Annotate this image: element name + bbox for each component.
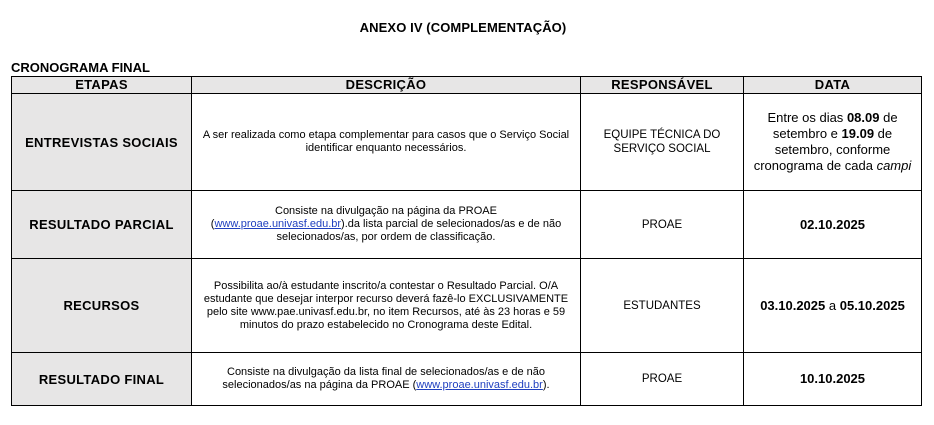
table-header-row — [12, 77, 922, 94]
data-date-end: 19.09 — [841, 126, 875, 141]
table-row — [12, 353, 922, 406]
descricao-cell: A ser realizada como etapa complementar para casos que o Serviço Social identificar enquanto necessários. — [192, 94, 581, 191]
document-title: ANEXO IV (COMPLEMENTAÇÃO) — [359, 20, 567, 35]
etapa-cell: ENTREVISTAS SOCIAIS — [12, 94, 192, 191]
data-cell — [744, 259, 922, 353]
data-text: a — [825, 297, 840, 313]
data-cell: 10.10.2025 — [744, 353, 922, 406]
etapa-cell: RECURSOS — [12, 259, 192, 353]
header-responsavel: RESPONSÁVEL — [581, 77, 744, 94]
responsavel-cell: EQUIPE TÉCNICA DO SERVIÇO SOCIAL — [581, 94, 744, 191]
data-cell — [744, 94, 922, 191]
section-title: CRONOGRAMA FINAL — [11, 60, 150, 75]
data-date-end: 05.10.2025 — [839, 297, 905, 313]
proae-link[interactable]: www.proae.univasf.edu.br — [416, 379, 543, 391]
responsavel-cell: ESTUDANTES — [581, 259, 744, 353]
header-etapas: ETAPAS — [12, 77, 192, 94]
etapa-cell: RESULTADO FINAL — [12, 353, 192, 406]
data-date-start: 03.10.2025 — [760, 297, 826, 313]
etapa-cell: RESULTADO PARCIAL — [12, 191, 192, 259]
descricao-text: Consiste na divulgação na página da PROAE ( — [210, 205, 497, 230]
descricao-cell — [192, 353, 581, 406]
data-text-italic: campi — [876, 158, 912, 173]
table-row — [12, 191, 922, 259]
descricao-cell: Possibilita ao/à estudante inscrito/a contestar o Resultado Parcial. O/A estudante que desejar interpor recurso deverá fazê-lo EXCLUSIVAMENTE pelo site www.pae.univasf.edu.br, no item Recursos, até às 23 horas e 59 minutos do prazo estabelecido no Cronograma deste Edital. — [192, 259, 581, 353]
header-data: DATA — [744, 77, 922, 94]
data-date-start: 08.09 — [846, 110, 880, 125]
data-text: Entre os dias — [767, 110, 847, 125]
descricao-text: ). — [542, 379, 550, 391]
responsavel-cell: PROAE — [581, 191, 744, 259]
header-descricao: DESCRIÇÃO — [192, 77, 581, 94]
table-row — [12, 259, 922, 353]
table-row — [12, 94, 922, 191]
descricao-text: ).da lista parcial de selecionados/as e de não selecionados/as, por ordem de classificação. — [276, 218, 562, 243]
proae-link[interactable]: www.proae.univasf.edu.br — [214, 218, 342, 230]
data-text: de setembro e — [772, 110, 898, 141]
responsavel-cell: PROAE — [581, 353, 744, 406]
schedule-table — [11, 76, 922, 406]
descricao-cell — [192, 191, 581, 259]
data-text: de setembro, conforme cronograma de cada — [753, 126, 893, 173]
data-cell: 02.10.2025 — [744, 191, 922, 259]
descricao-text: Consiste na divulgação da lista final de selecionados/as e de não selecionados/as na página da PROAE ( — [222, 366, 545, 391]
